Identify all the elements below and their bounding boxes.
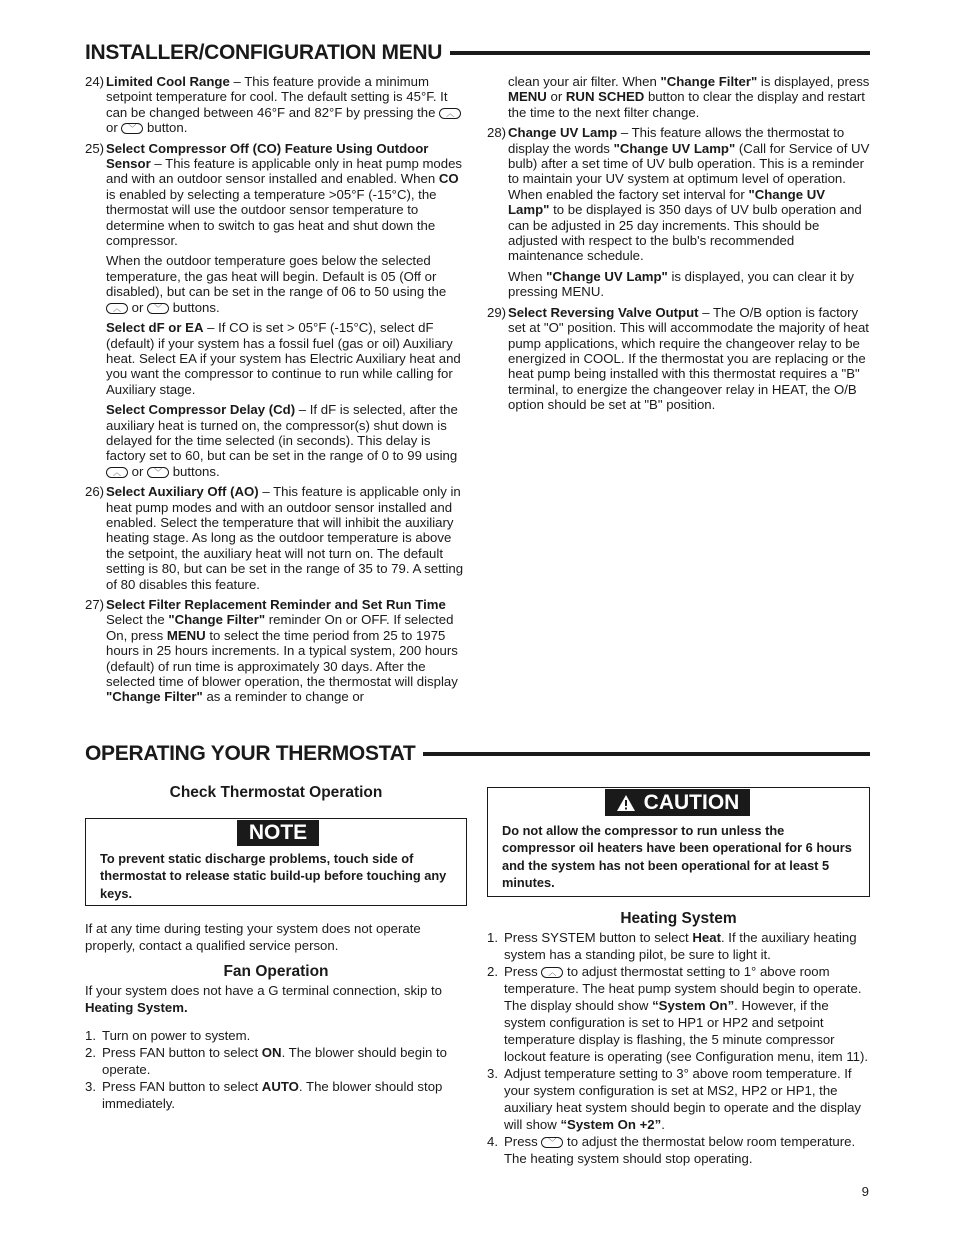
list-item [85, 1078, 467, 1112]
fan-intro [85, 982, 467, 1016]
down-arrow-button-icon: ﹀ [147, 303, 169, 314]
step-text: Press [504, 964, 542, 979]
item-text: as a reminder to change or [202, 689, 365, 705]
change-filter-text: "Change Filter" [106, 689, 203, 705]
caution-label-text: CAUTION [643, 791, 740, 814]
item-number: 24) [85, 74, 105, 89]
left-column [85, 74, 468, 710]
item-26 [85, 484, 468, 592]
note-label: NOTE [237, 820, 319, 846]
item-text: reminder On or OFF. If selected On, press [106, 612, 454, 643]
up-arrow-button-icon: ︿ [439, 108, 461, 119]
item-text: – The O/B option is factory set at "O" position. This will accommodate the majority of heat pump applications, which require the changeover relay to be energized in COOL. If the thermostat you are replacing or the heat pump being installed with this thermostat requires a "B" terminal, to energize the changeover relay in HEAT, the O/B option should be set at "B" position. [508, 304, 869, 413]
fan-steps-list [85, 1027, 467, 1112]
step-bold: Heat [692, 930, 721, 945]
or-text: or [128, 299, 148, 315]
fan-operation-title: Fan Operation [223, 963, 329, 980]
item-28 [487, 125, 870, 299]
item-29 [487, 305, 870, 413]
change-filter-text: "Change Filter" [168, 612, 266, 628]
item-text: (Call for Service of UV bulb) after a set time of UV bulb operation. This is a reminder to maintain your UV system at optimum level of operation. When enabled the factory set interval for [508, 140, 870, 202]
step-number: 3. [487, 1066, 498, 1081]
item-text: buttons. [169, 299, 220, 315]
fan-intro-link: Heating System. [85, 1000, 188, 1015]
up-arrow-button-icon: ︿ [106, 467, 128, 478]
fan-intro-text: If your system does not have a G terminal connection, skip to [85, 983, 442, 998]
up-arrow-button-icon: ︿ [106, 303, 128, 314]
caution-box [487, 787, 870, 897]
uv-lamp-text: "Change UV Lamp" [508, 186, 826, 218]
step-text: to adjust the thermostat below room temperature. The heating system should stop operating. [504, 1134, 856, 1166]
item-number: 28) [487, 125, 507, 141]
menu-text: MENU [508, 89, 547, 105]
intro-text: If at any time during testing your system does not operate properly, contact a qualified service person. [85, 921, 421, 953]
item-text: button. [143, 120, 188, 136]
step-number: 2. [85, 1045, 96, 1060]
item-number: 25) [85, 140, 105, 156]
item-number: 29) [487, 304, 507, 320]
caution-text: Do not allow the compressor to run unless the compressor oil heaters have been operational for 6 hours and the system has not been operational for at least 5 minutes. [502, 823, 852, 891]
item-subtitle: Select dF or EA [106, 320, 204, 336]
down-arrow-button-icon: ﹀ [541, 1137, 563, 1148]
item-text: – This feature is applicable only in heat pump modes and with an outdoor sensor installed and enabled. Select the temperature that will inhibit the auxiliary heating stage. As long as the outdoor temperature is above the setpoint, the auxiliary heat will not turn on. The default setting is 80, but can be set in the range of 35 to 79. A setting of 80 disables this feature. [106, 484, 464, 592]
change-filter-text: "Change Filter" [660, 74, 758, 89]
heading-rule [423, 752, 870, 756]
co-text: CO [438, 171, 459, 187]
item-25 [85, 141, 468, 480]
section-title: INSTALLER/CONFIGURATION MENU [85, 41, 443, 64]
step-number: 2. [487, 964, 498, 979]
list-item [487, 1133, 870, 1167]
menu-text: MENU [166, 627, 206, 643]
step-text: Press FAN button to select [102, 1045, 262, 1060]
item-text: is enabled by selecting a temperature >05°F (-15°C), the thermostat will use the outdoor sensor temperature to determine when to switch to gas heat and shut down the compressor. [106, 186, 437, 249]
step-bold: “System On +2” [560, 1117, 662, 1132]
list-item [85, 1044, 467, 1078]
step-text: to adjust thermostat setting to 1° above room temperature. The heat pump system should begin to operate. The display should show [504, 964, 862, 1013]
item-title: Limited Cool Range [106, 74, 230, 89]
item-27 [85, 597, 468, 705]
heading-rule [450, 51, 870, 55]
operating-heading [85, 742, 870, 766]
note-text: To prevent static discharge problems, touch side of thermostat to release static build-up before touching any keys. [100, 851, 447, 901]
run-sched-text: RUN SCHED [565, 89, 645, 105]
step-text: Press SYSTEM button to select [504, 930, 693, 945]
step-bold: ON [261, 1045, 282, 1060]
step-text: Turn on power to system. [102, 1028, 251, 1043]
step-number: 4. [487, 1134, 498, 1149]
item-title: Select Compressor Off (CO) Feature Using Outdoor Sensor [106, 140, 429, 172]
item-text: When the outdoor temperature goes below the selected temperature, the gas heat will begin. Default is 05 (Off or disabled), but can be set in the range of 06 to 50 using the [106, 253, 447, 300]
item-text: is displayed, you can clear it by pressing MENU. [508, 268, 854, 300]
item-text: – This feature is applicable only in heat pump modes and with an outdoor sensor installed and enabled. When [106, 156, 463, 187]
step-number: 3. [85, 1079, 96, 1094]
down-arrow-button-icon: ﹀ [121, 123, 143, 134]
item-number: 26) [85, 484, 105, 500]
item-text: – If CO is set > 05°F (-15°C), select dF (default) if your system has a fossil fuel (gas or oil) Auxiliary heat. Select EA if your system has Electric Auxiliary heat and you want the compressor to continue to run while calling for Auxiliary stage. [106, 320, 461, 397]
or-text: or [106, 120, 122, 136]
item-text: to select the time period from 25 to 1975 hours in 25 hours increments. In a typical system, 200 hours (default) of run time is approximately 30 days. After the selected time of blower operation, the thermostat will display [106, 627, 458, 690]
item-text: When [508, 268, 547, 284]
item-title: Select Filter Replacement Reminder and Set Run Time [106, 597, 446, 612]
step-text: . However, if the system configuration is set to HP1 or HP2 and setpoint temperature display is flashing, the 5 minute compressor lockout feature is operating (see Configuration menu, item 11). [504, 998, 869, 1064]
step-text: . The blower should stop immediately. [102, 1079, 443, 1111]
step-text: . If the auxiliary heating system has a standing pilot, be sure to light it. [504, 930, 857, 962]
warning-triangle-icon [616, 794, 636, 812]
list-item [487, 929, 870, 963]
caution-label [605, 789, 750, 816]
step-text: Press FAN button to select [102, 1079, 262, 1094]
or-text: or [128, 463, 148, 479]
heating-system-title: Heating System [620, 910, 737, 927]
uv-lamp-text: "Change UV Lamp" [613, 140, 736, 156]
item-24 [85, 74, 468, 136]
item-text: to be displayed is 350 days of UV bulb operation and can be adjusted in 25 day increments. This should be adjusted with respect to the bulb's recommended maintenance schedule. [508, 202, 862, 264]
item-number: 27) [85, 597, 105, 612]
step-number: 1. [85, 1028, 96, 1043]
item-text: – This feature provide a minimum setpoint temperature for cool. The default setting is 45°F. It can be changed between 46°F and 82°F by pressing the [106, 74, 448, 120]
item-title: Select Reversing Valve Output [508, 304, 699, 320]
item-text: clean your air filter. When [508, 74, 661, 89]
section-title: OPERATING YOUR THERMOSTAT [85, 742, 416, 765]
item-subtitle: Select Compressor Delay (Cd) [106, 402, 296, 418]
heating-steps-list [487, 929, 870, 1167]
item-text: or [546, 89, 566, 105]
check-operation-title: Check Thermostat Operation [169, 784, 383, 801]
step-text: . The blower should begin to operate. [102, 1045, 448, 1077]
down-arrow-button-icon: ﹀ [147, 467, 169, 478]
installer-menu-heading [85, 41, 870, 65]
right-column [487, 74, 870, 418]
step-number: 1. [487, 930, 498, 945]
step-text: Press [504, 1134, 542, 1149]
item-text: button to clear the display and restart the time to the next filter change. [508, 89, 865, 120]
item-text: – This feature allows the thermostat to display the words [508, 125, 845, 156]
item-title: Select Auxiliary Off (AO) [106, 484, 259, 500]
step-bold: AUTO [261, 1079, 299, 1094]
page-number: 9 [861, 1184, 869, 1199]
list-item [85, 1027, 467, 1044]
item-text: buttons. [169, 463, 220, 479]
item-text: – If dF is selected, after the auxiliary heat is turned on, the compressor(s) shut down is delayed for the time selected (in seconds). This delay is factory set to 60, but can be set in the range of 0 to 99 using [106, 402, 458, 464]
up-arrow-button-icon: ︿ [541, 967, 563, 978]
list-item [487, 963, 870, 1065]
step-text: . [661, 1117, 665, 1132]
item-text: Select the [106, 612, 169, 628]
note-box [85, 818, 467, 906]
uv-lamp-text: "Change UV Lamp" [546, 268, 668, 284]
item-text: is displayed, press [757, 74, 870, 89]
item-title: Change UV Lamp [508, 125, 618, 141]
list-item [487, 1065, 870, 1133]
step-bold: “System On” [652, 998, 735, 1013]
step-text: Adjust temperature setting to 3° above room temperature. If your system configuration is set at MS2, HP2 or HP1, the auxiliary heat system should begin to operate and the display will show [504, 1066, 862, 1132]
